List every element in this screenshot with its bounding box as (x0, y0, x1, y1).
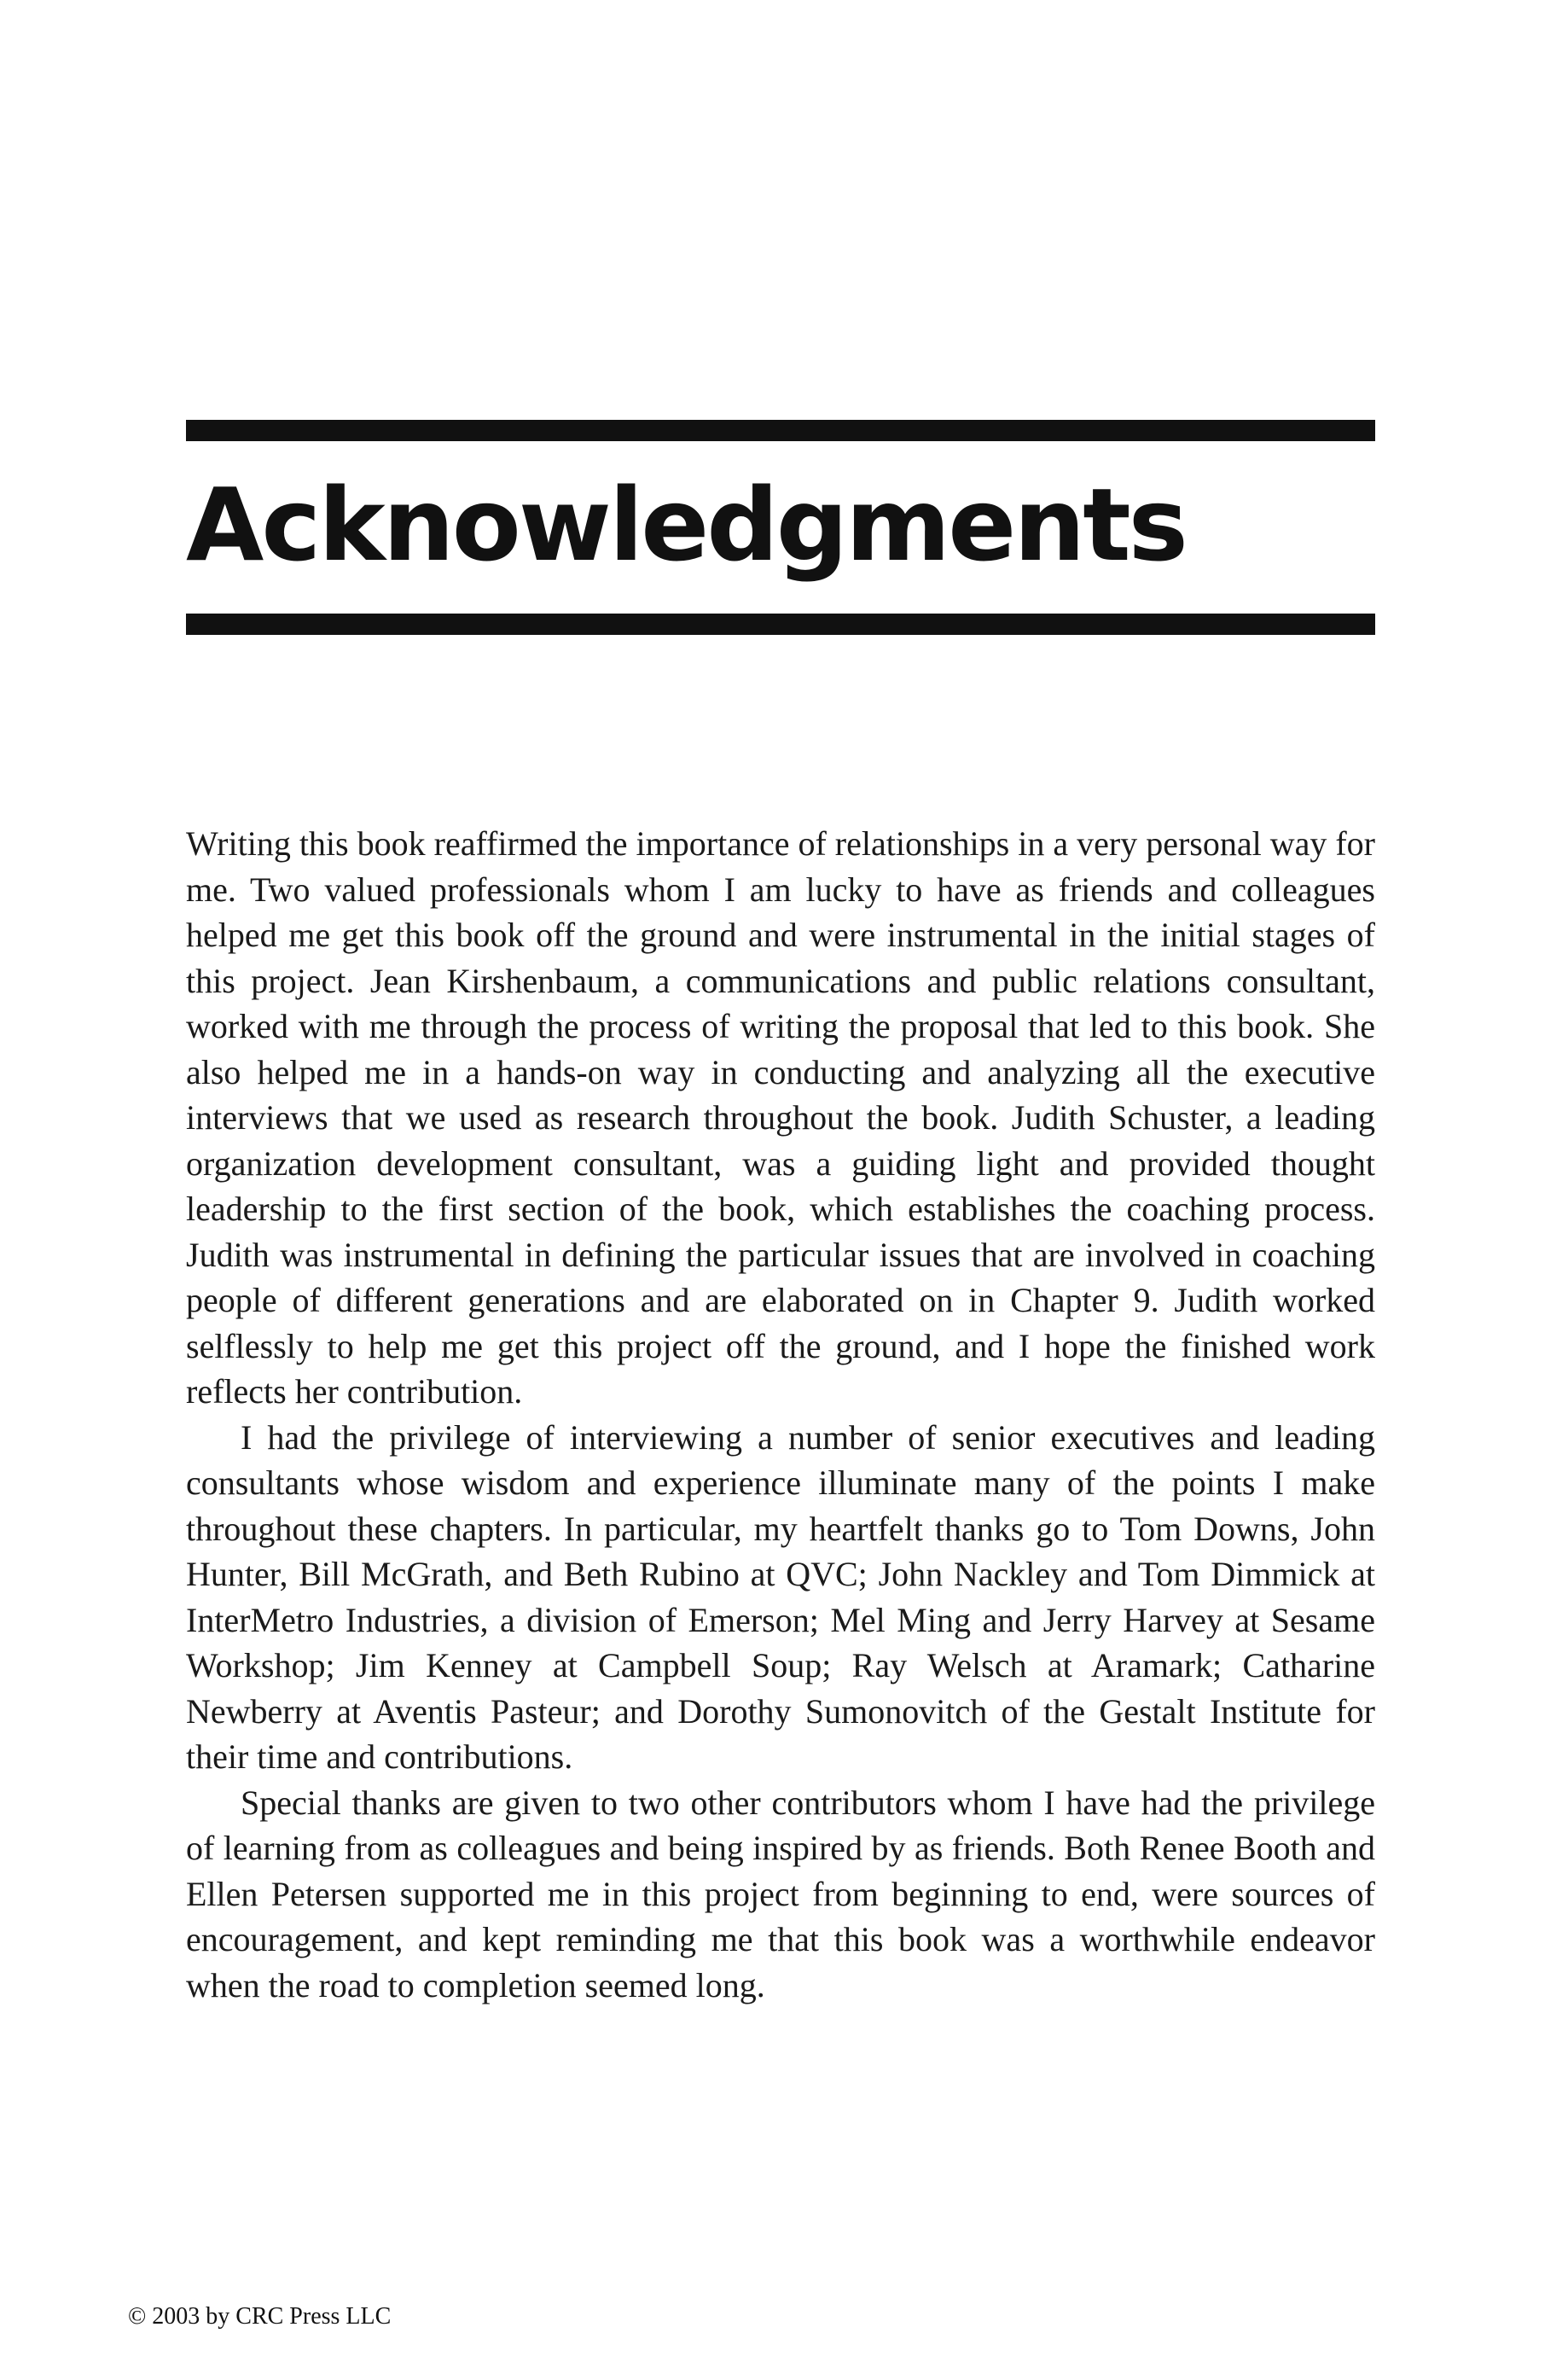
chapter-title: Acknowledgments (186, 466, 1186, 584)
body-text (186, 821, 1375, 2008)
title-rule-bottom (186, 614, 1375, 635)
title-rule-top (186, 420, 1375, 441)
paragraph-2: I had the privilege of interviewing a number of senior executives and leading consultants whose wisdom and experience illuminate many of the points I make throughout these chapters. In particular, my heartfelt thanks go to Tom Downs, John Hunter, Bill McGrath, and Beth Rubino at QVC; John Nackley and Tom Dimmick at InterMetro Industries, a division of Emerson; Mel Ming and Jerry Harvey at Sesame Workshop; Jim Kenney at Campbell Soup; Ray Welsch at Aramark; Catharine Newberry at Aventis Pasteur; and Dorothy Sumonovitch of the Gestalt Institute for their time and contributions. (186, 1417, 1375, 1776)
paragraph-1: Writing this book reaffirmed the importance of relationships in a very personal way for me. Two valued professionals whom I am lucky to have as friends and colleagues helped me get this book off the ground and were instrumental in the initial stages of this project. Jean Kirshenbaum, a communications and public relations consultant, worked with me through the process of writing the proposal that led to this book. She also helped me in a hands-on way in conducting and analyzing all the executive interviews that we used as research throughout the book. Judith Schuster, a leading organization development consultant, was a guiding light and provided thought leadership to the first section of the book, which establishes the coaching process. Judith was instrumental in defining the particular issues that are involved in coaching people of different generations and are elaborated on in Chapter 9. Judith worked selflessly to help me get this project off the ground, and I hope the finished work reflects her contribution. (186, 824, 1375, 1411)
copyright-footer: © 2003 by CRC Press LLC (128, 2303, 392, 2330)
paragraph-3: Special thanks are given to two other contributors whom I have had the privilege of learning from as colleagues and being inspired by as friends. Both Renee Booth and Ellen Petersen supported me in this project from beginning to end, were sources of encouragement, and kept reminding me that this book was a worthwhile endeavor when the road to completion seemed long. (186, 1783, 1375, 2004)
